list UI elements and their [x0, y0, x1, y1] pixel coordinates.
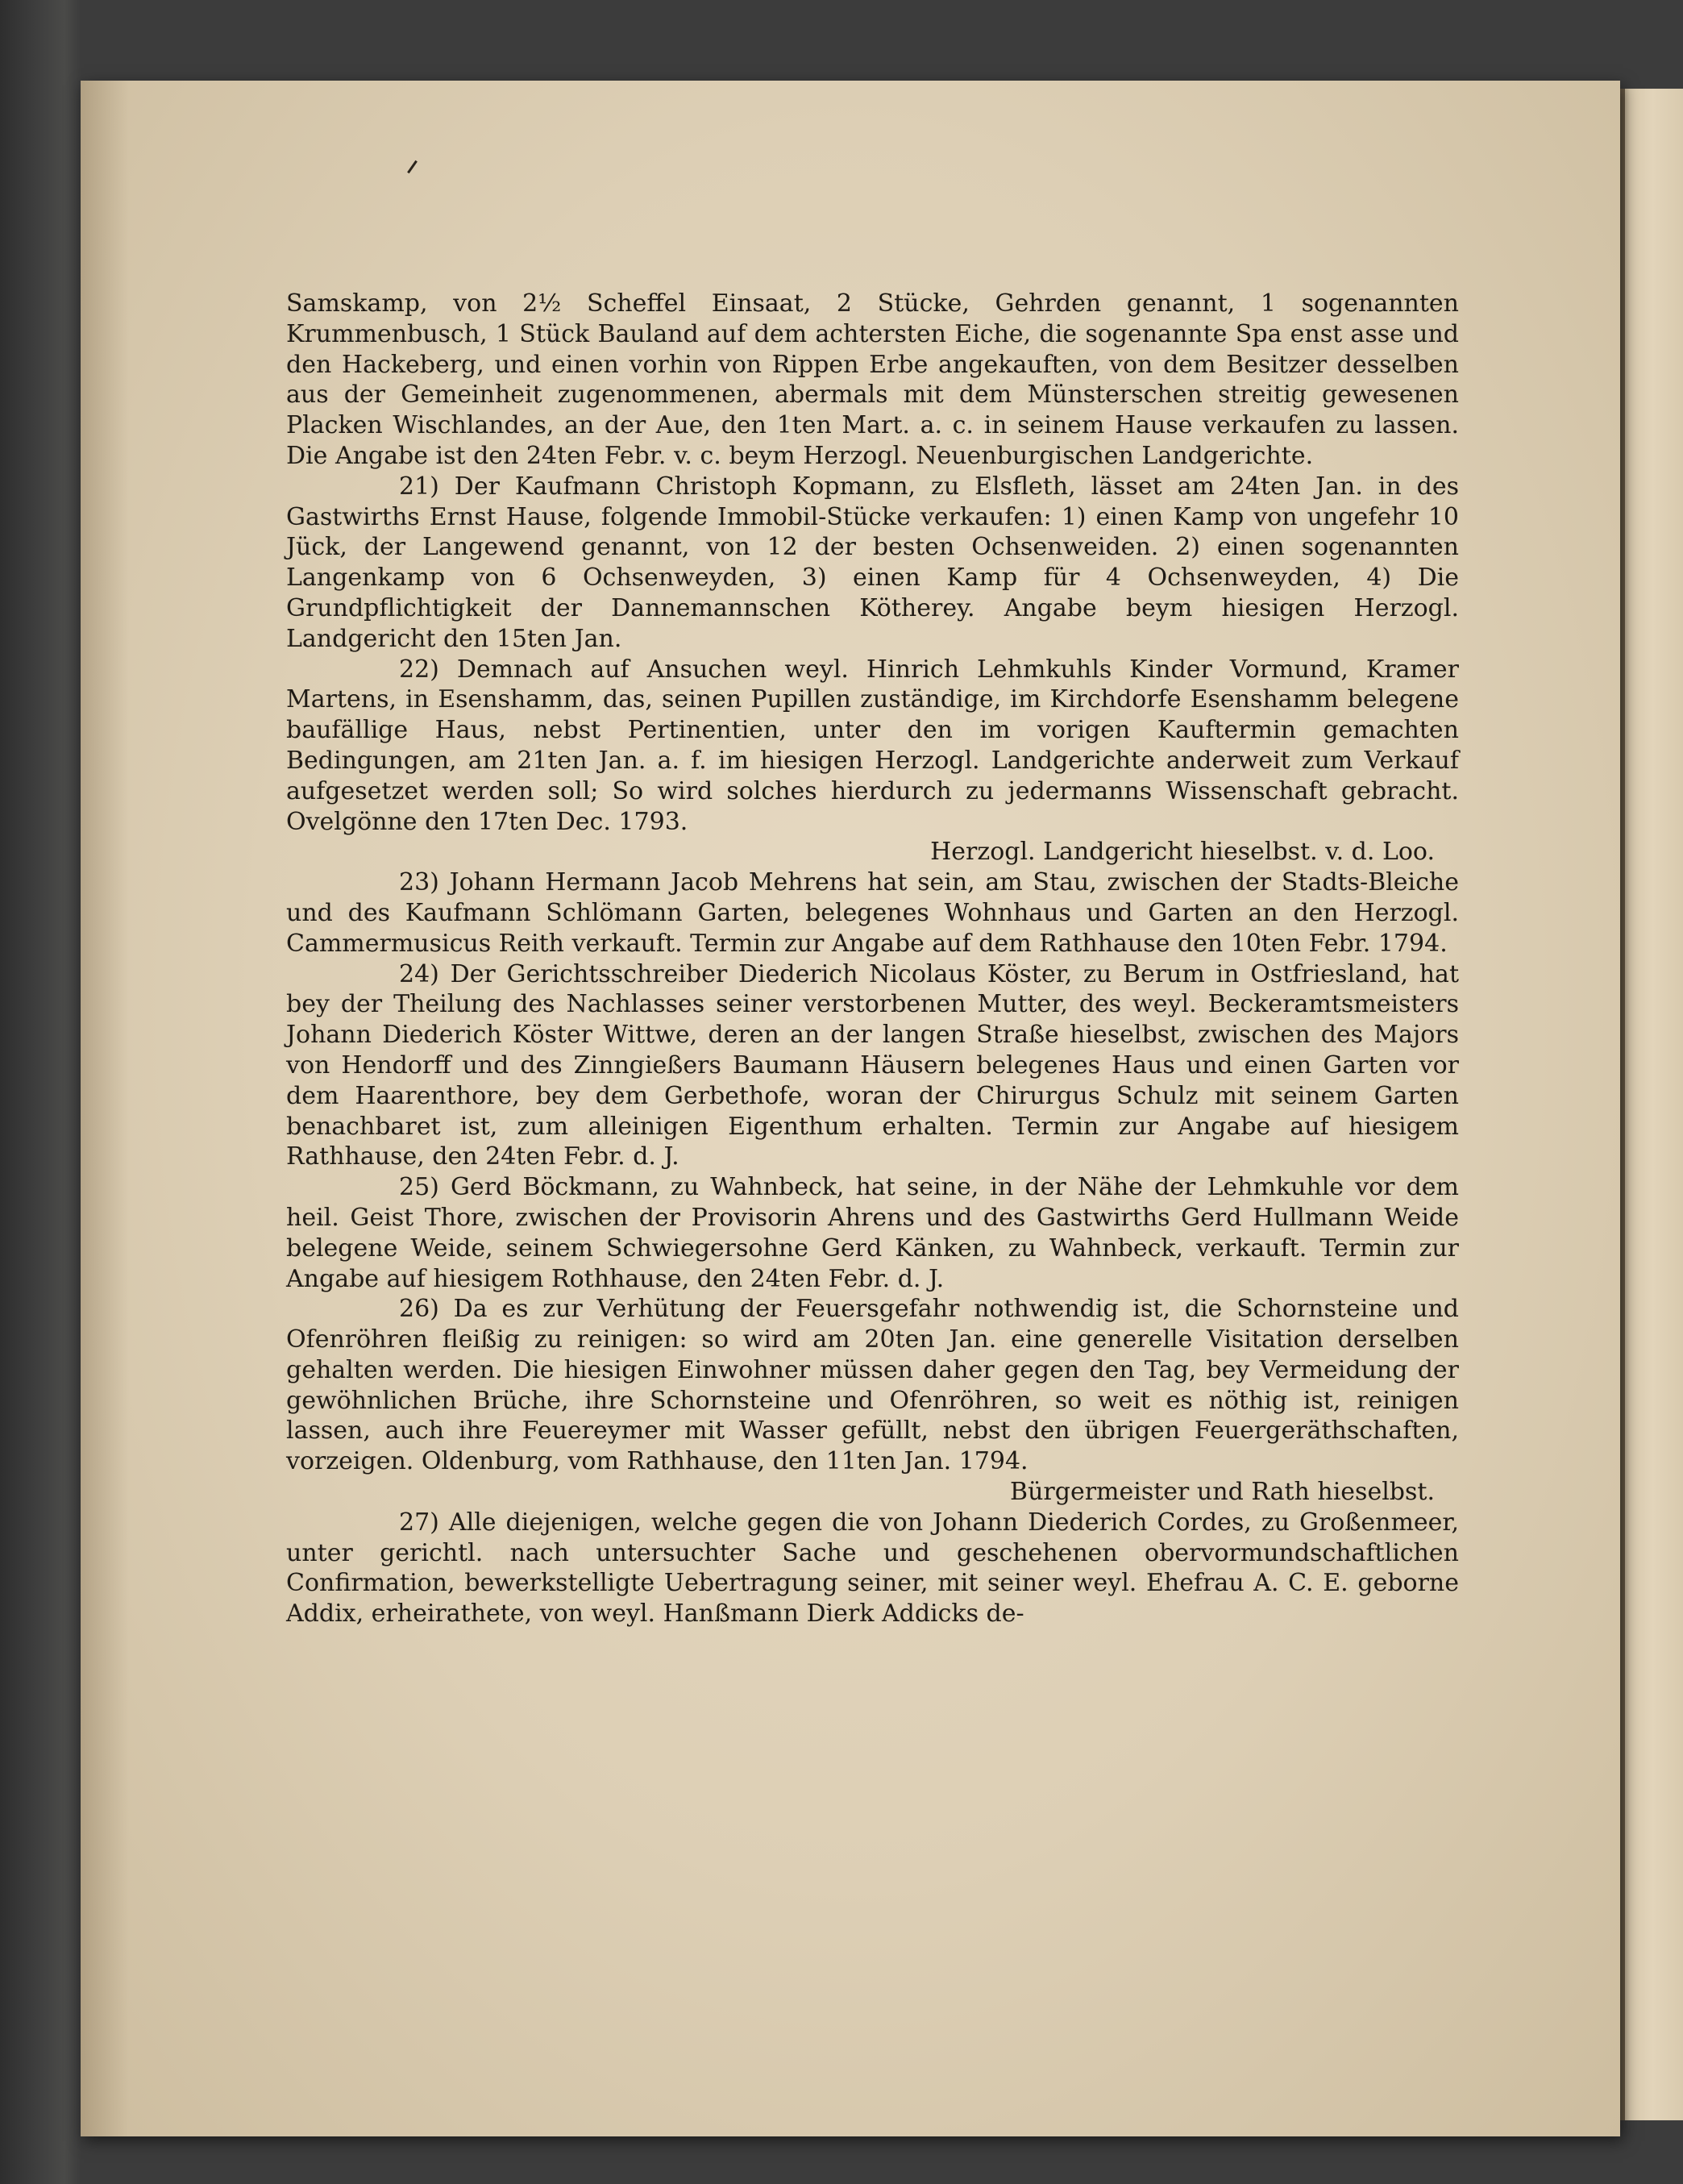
signature-rath: Bürgermeister und Rath hieselbst.: [1010, 1478, 1435, 1507]
next-page-edge: [1620, 89, 1683, 2120]
notice-21: 21) Der Kaufmann Christoph Kopmann, zu Elsfleth, lässet am 24ten Jan. in des Gastwirths Ernst Hause, folgende Immobil-Stücke verkaufen: 1) einen Kamp von ungefehr 10 Jück, der Langewend genannt, von 12 der besten Ochsenweiden. 2) einen sogenannten Langenkamp von 6 Ochsenweyden, 3) einen Kamp für 4 Ochsenweyden, 4) Die Grundpflichtigkeit der Dannemannschen Kötherey. Angabe beym hiesigen Herzogl. Landgericht den 15ten Jan.: [286, 472, 1459, 653]
notice-23: 23) Johann Hermann Jacob Mehrens hat sein, am Stau, zwischen der Stadts-Bleiche und des Kaufmann Schlömann Garten, belegenes Wohnhaus und Garten an den Herzogl. Cammermusicus Reith verkauft. Termin zur Angabe auf dem Rathhause den 10ten Febr. 1794.: [286, 868, 1459, 958]
notice-25: 25) Gerd Böckmann, zu Wahnbeck, hat seine, in der Nähe der Lehmkuhle vor dem heil. Geist Thore, zwischen der Provisorin Ahrens und des Gastwirths Gerd Hullmann Weide belegene Weide, seinem Schwiegersohne Gerd Känken, zu Wahnbeck, verkauft. Termin zur Angabe auf hiesigem Rothhause, den 24ten Febr. d. J.: [286, 1173, 1459, 1293]
ink-speck: [407, 160, 418, 173]
notice-24: 24) Der Gerichtsschreiber Diederich Nicolaus Köster, zu Berum in Ostfriesland, hat bey der Theilung des Nachlasses seiner verstorbenen Mutter, des weyl. Beckeramtsmeisters Johann Diederich Köster Wittwe, deren an der langen Straße hieselbst, zwischen des Majors von Hendorff und des Zinngießers Baumann Häusern belegenes Haus und einen Garten vor dem Haarenthore, bey dem Gerbethofe, woran der Chirurgus Schulz mit seinem Garten benachbaret ist, zum alleinigen Eigenthum erhalten. Termin zur Angabe auf hiesigem Rathhause, den 24ten Febr. d. J.: [286, 959, 1459, 1171]
notice-22: 22) Demnach auf Ansuchen weyl. Hinrich Lehmkuhls Kinder Vormund, Kramer Martens, in Esenshamm, das, seinen Pupillen zuständige, im Kirchdorfe Esenshamm belegene baufällige Haus, nebst Pertinentien, unter den im vorigen Kauftermin gemachten Bedingungen, am 21ten Jan. a. f. im hiesigen Herzogl. Landgerichte anderweit zum Verkauf aufgesetzet werden soll; So wird solches hierdurch zu jedermanns Wissenschaft gebracht. Ovelgönne den 17ten Dec. 1793.: [286, 655, 1459, 836]
notice-26: 26) Da es zur Verhütung der Feuersgefahr nothwendig ist, die Schornsteine und Ofenröhren fleißig zu reinigen: so wird am 20ten Jan. eine generelle Visitation derselben gehalten werden. Die hiesigen Einwohner müssen daher gegen den Tag, bey Vermeidung der gewöhnlichen Brüche, ihre Schornsteine und Ofenröhren, so weit es nöthig ist, reinigen lassen, auch ihre Feuereymer mit Wasser gefüllt, nebst den übrigen Feuergeräthschaften, vorzeigen. Oldenburg, vom Rathhause, den 11ten Jan. 1794.: [286, 1295, 1459, 1476]
notice-27: 27) Alle diejenigen, welche gegen die von Johann Diederich Cordes, zu Großenmeer, unter gerichtl. nach untersuchter Sache und geschehenen obervormundschaftlichen Confirmation, bewerkstelligte Uebertragung seiner, mit seiner weyl. Ehefrau A. C. E. geborne Addix, erheirathete, von weyl. Hanßmann Dierk Addicks de-: [286, 1508, 1459, 1629]
page-text: [286, 289, 1459, 1629]
signature-landgericht: Herzogl. Landgericht hieselbst. v. d. Loo.: [930, 838, 1435, 867]
paragraph-continuation: Samskamp, von 2½ Scheffel Einsaat, 2 Stücke, Gehrden genannt, 1 sogenannten Krummenbusch, 1 Stück Bauland auf dem achtersten Eiche, die sogenannte Spa enst asse und den Hackeberg, und einen vorhin von Rippen Erbe angekauften, von dem Besitzer desselben aus der Gemeinheit zugenommenen, abermals mit dem Münsterschen streitig gewesenen Placken Wischlandes, an der Aue, den 1ten Mart. a. c. in seinem Hause verkaufen zu lassen. Die Angabe ist den 24ten Febr. v. c. beym Herzogl. Neuenburgischen Landgerichte.: [286, 289, 1459, 470]
